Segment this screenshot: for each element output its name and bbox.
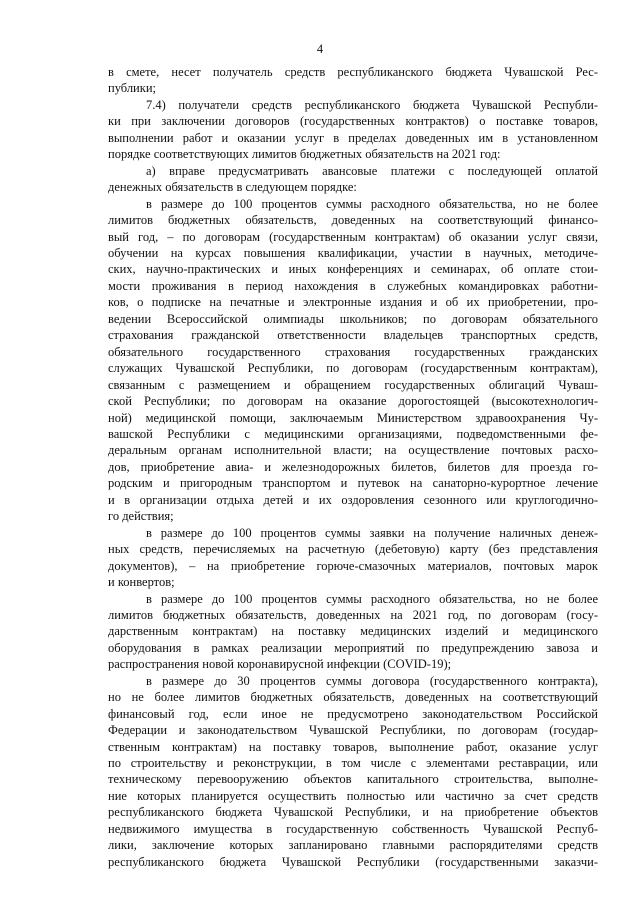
text-line: го действия;: [108, 509, 174, 524]
page-number: 4: [316, 42, 324, 56]
text-line: в смете, несет получатель средств республиканского бюджета Чувашской Рес-: [108, 65, 598, 79]
text-line: связанным с размещением и обращением государственных облигаций Чуваш-: [108, 377, 598, 392]
text-line: порядке соответствующих лимитов бюджетных обязательств на 2021 год:: [108, 147, 501, 162]
text-line: выполнении работ и оказании услуг в пределах доведенных им в установленном: [108, 130, 598, 145]
text-line: мости проживания в период нахождения в служебных командировках работни-: [108, 278, 598, 293]
text-line: в размере до 100 процентов суммы расходного обязательства, но не более: [146, 196, 598, 211]
text-line: распространения новой коронавирусной инфекции (COVID-19);: [108, 657, 452, 672]
text-line: обучении на курсах повышения квалификации, участии в научных, методиче-: [108, 245, 598, 260]
text-line: служащих Чувашской Республики, по договорам (государственным контрактам),: [108, 361, 598, 376]
text-line: а) вправе предусматривать авансовые платежи с последующей оплатой: [146, 163, 598, 178]
text-line: лимитов бюджетных обязательств, доведенных на 2021 год, по договорам (госу-: [108, 607, 598, 622]
text-line: республиканского бюджета Чувашской Республики, и на приобретение объектов: [108, 805, 598, 820]
text-line: публики;: [108, 81, 156, 96]
text-line: 7.4) получатели средств республиканского бюджета Чувашской Республи-: [146, 97, 598, 112]
text-line: дов, приобретение авиа- и железнодорожных билетов, билетов для проезда го-: [108, 459, 598, 474]
text-line: ных средств, перечисляемых на расчетную (дебетовую) карту (без представления: [108, 542, 598, 557]
text-line: недвижимого имущества в государственную собственность Чувашской Респуб-: [108, 821, 598, 836]
document-body-text: [108, 64, 598, 870]
text-line: ки при заключении договоров (государственных контрактов) о поставке товаров,: [108, 114, 598, 129]
text-line: в размере до 30 процентов суммы договора (государственного контракта),: [146, 673, 598, 688]
text-line: вый год, – по договорам (государственным контрактам) об оказании услуг связи,: [108, 229, 598, 244]
text-line: ной) медицинской помощи, заключаемым Министерством здравоохранения Чу-: [108, 410, 598, 425]
text-line: финансовый год, если иное не предусмотрено законодательством Российской: [108, 706, 598, 721]
text-line: ственным контрактам) на поставку товаров, выполнение работ, оказание услуг: [108, 739, 598, 754]
text-line: ние которых планируется осуществить полностью или частично за счет средств: [108, 788, 598, 803]
text-line: в размере до 100 процентов суммы заявки на получение наличных денеж-: [146, 525, 598, 540]
text-line: дарственным контрактам) на поставку медицинских изделий и медицинского: [108, 624, 598, 639]
text-line: техническому перевооружению объектов капитального строительства, выполне-: [108, 772, 598, 787]
text-line: ских, научно-практических и иных конференциях и семинарах, об оплате стои-: [108, 262, 598, 277]
text-line: оборудования в рамках реализации мероприятий по предупреждению завоза и: [108, 640, 598, 655]
text-line: республиканского бюджета Чувашской Республики (государственными заказчи-: [108, 854, 598, 869]
text-line: денежных обязательств в следующем порядке:: [108, 180, 357, 195]
text-line: в размере до 100 процентов суммы расходного обязательства, но не более: [146, 591, 598, 606]
text-line: обязательного государственного страхования государственных гражданских: [108, 344, 598, 359]
text-line: лимитов бюджетных обязательств, доведенных на соответствующий финансо-: [108, 213, 598, 228]
text-line: ков, о подписке на печатные и электронные издания и об их приобретении, про-: [108, 295, 598, 310]
text-line: и в организации отдыха детей и их оздоровления сезонного или круглогодично-: [108, 492, 598, 507]
text-line: деральным органам исполнительной власти; на осуществление почтовых расхо-: [108, 443, 598, 458]
text-line: родским и пригородным транспортом и путевок на санаторно-курортное лечение: [108, 476, 598, 491]
text-line: документов), – на приобретение горюче-смазочных материалов, почтовых марок: [108, 558, 598, 573]
text-line: страхования гражданской ответственности владельцев транспортных средств,: [108, 328, 598, 343]
text-line: и конвертов;: [108, 575, 175, 590]
text-line: лики, заключение которых запланировано главными распорядителями средств: [108, 838, 598, 853]
text-line: вашской Республики с медицинскими организациями, подведомственными фе-: [108, 426, 598, 441]
text-line: но не более лимитов бюджетных обязательств, доведенных на соответствующий: [108, 690, 598, 705]
text-line: ской Республики; по договорам на оказание дорогостоящей (высокотехнологич-: [108, 394, 598, 409]
text-line: по строительству и реконструкции, в том числе с элементами реставрации, или: [108, 756, 598, 771]
text-line: ведении Всероссийской олимпиады школьников; по договорам обязательного: [108, 311, 598, 326]
text-line: Федерации и законодательством Чувашской Республики, по договорам (государ-: [108, 723, 598, 738]
